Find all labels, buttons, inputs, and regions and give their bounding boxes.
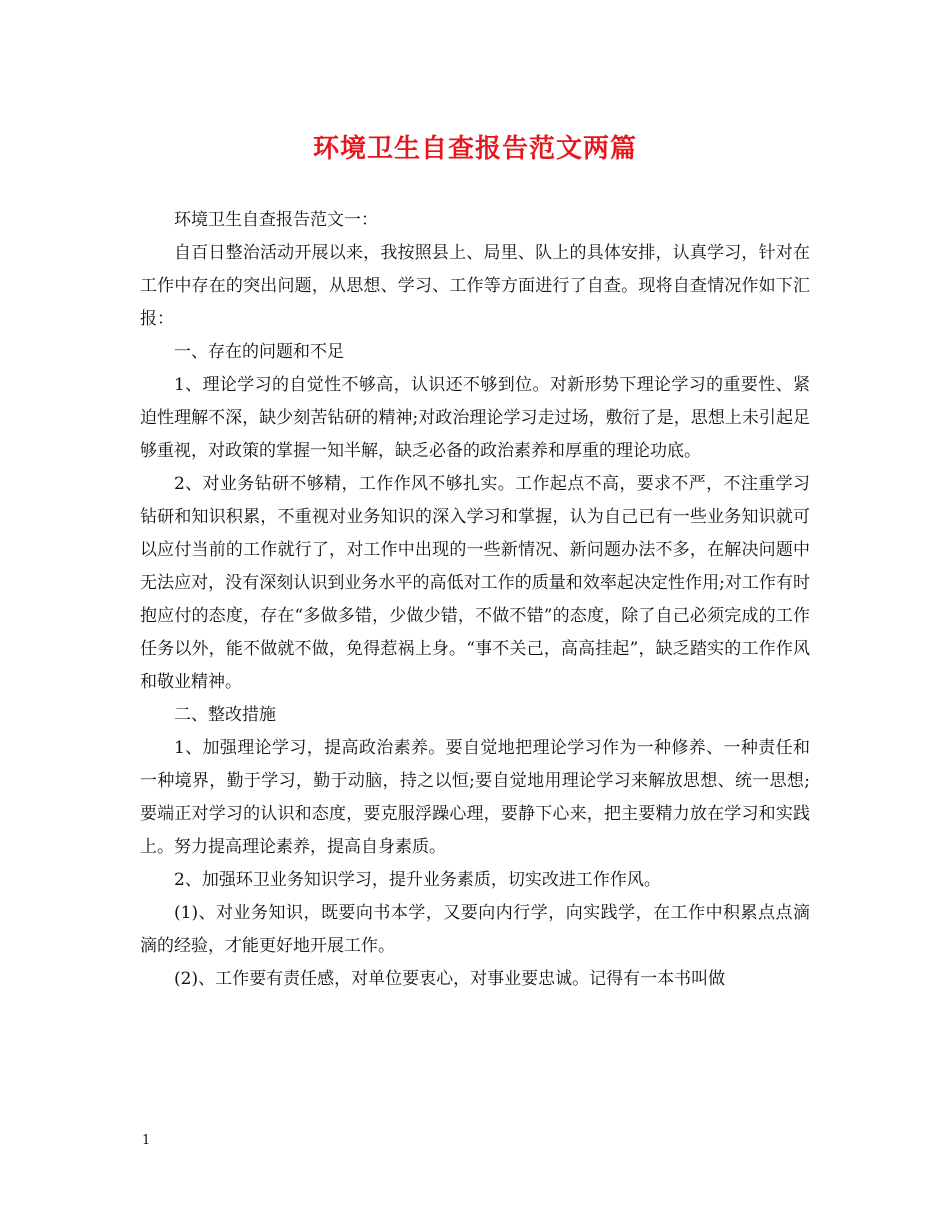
paragraph: 2、对业务钻研不够精，工作作风不够扎实。工作起点不高，要求不严，不注重学习钻研和知识积累，不重视对业务知识的深入学习和掌握，认为自己已有一些业务知识就可以应付当前的工作就行了，对工作中出现的一些新情况、新问题办法不多，在解决问题中无法应对，没有深刻认识到业务水平的高低对工作的质量和效率起决定性作用;对工作有时抱应付的态度，存在“多做多错，少做少错，不做不错”的态度，除了自己必须完成的工作任务以外，能不做就不做，免得惹祸上身。“事不关己，高高挂起”，缺乏踏实的工作作风和敬业精神。 [140, 474, 810, 692]
paragraph: 1、加强理论学习，提高政治素养。要自觉地把理论学习作为一种修养、一种责任和一种境界，勤于学习，勤于动脑，持之以恒;要自觉地用理论学习来解放思想、统一思想;要端正对学习的认识和态度，要克服浮躁心理，要静下心来，把主要精力放在学习和实践上。努力提高理论素养，提高自身素质。 [140, 738, 810, 857]
document-title: 环境卫生自查报告范文两篇 [312, 134, 637, 164]
paragraph: 自百日整治活动开展以来，我按照县上、局里、队上的具体安排，认真学习，针对在工作中存在的突出问题，从思想、学习、工作等方面进行了自查。现将自查情况作如下汇报： [140, 243, 810, 329]
document-body [140, 204, 810, 996]
paragraph: 1、理论学习的自觉性不够高，认识还不够到位。对新形势下理论学习的重要性、紧迫性理解不深，缺少刻苦钻研的精神;对政治理论学习走过场，敷衍了是，思想上未引起足够重视，对政策的掌握一知半解，缺乏必备的政治素养和厚重的理论功底。 [140, 375, 810, 461]
paragraph: (1)、对业务知识，既要向书本学，又要向内行学，向实践学，在工作中积累点点滴滴的经验，才能更好地开展工作。 [140, 903, 810, 956]
paragraph: 一、存在的问题和不足 [174, 342, 344, 362]
paragraph: 2、加强环卫业务知识学习，提升业务素质，切实改进工作作风。 [174, 870, 661, 890]
paragraph: (2)、工作要有责任感，对单位要衷心，对事业要忠诚。记得有一本书叫做 [174, 969, 726, 989]
page-number: 1 [142, 1133, 151, 1148]
paragraph: 环境卫生自查报告范文一： [174, 210, 378, 230]
paragraph: 二、整改措施 [174, 705, 276, 725]
